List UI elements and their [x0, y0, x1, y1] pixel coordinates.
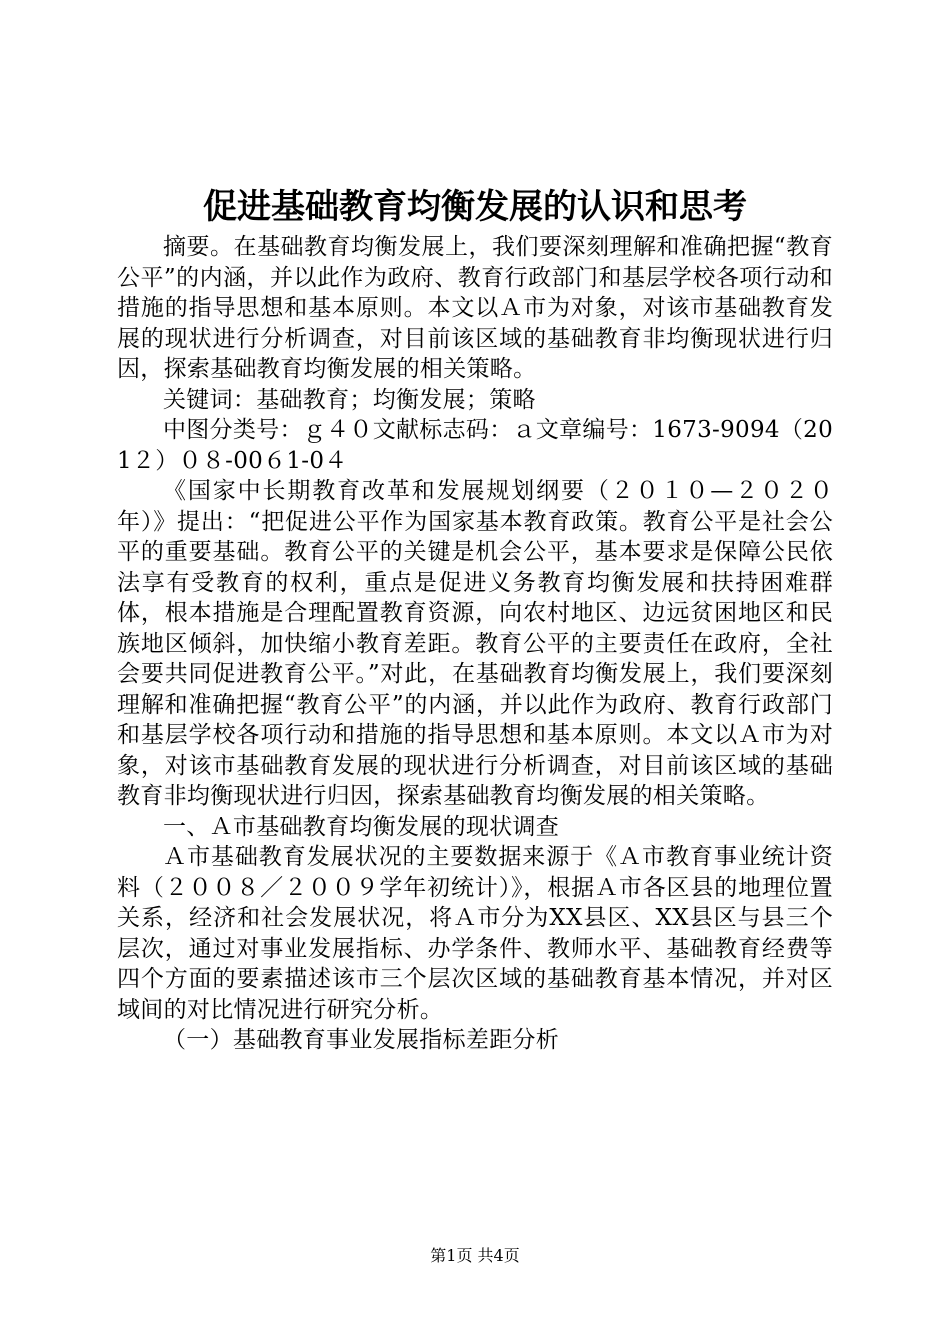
document-title: 促进基础教育均衡发展的认识和思考 [203, 187, 747, 227]
subsection-heading-1: （一）基础教育事业发展指标差距分析 [163, 1027, 560, 1053]
intro-paragraph: 《国家中长期教育改革和发展规划纲要（２０１０—２０２０年）》提出：“把促进公平作为国家基本教育政策。教育公平是社会公平的重要基础。教育公平的关键是机会公平，基本要求是保障公民依法享有受教育的权利，重点是促进义务教育均衡发展和扶持困难群体，根本措施是合理配置教育资源，向农村地区、边远贫困地区和民族地区倾斜，加快缩小教育差距。教育公平的主要责任在政府，全社会要共同促进教育公平。”对此，在基础教育均衡发展上，我们要深刻理解和准确把握“教育公平”的内涵，并以此作为政府、教育行政部门和基层学校各项行动和措施的指导思想和基本原则。本文以Ａ市为对象，对该市基础教育发展的现状进行分析调查，对目前该区域的基础教育非均衡现状进行归因，探索基础教育均衡发展的相关策略。 [117, 478, 833, 809]
classification-paragraph: 中图分类号：ｇ４０文献标志码：ａ文章编号：1673-9094（201２）０８-00６1-0４ [117, 417, 834, 474]
keywords-paragraph: 关键词：基础教育；均衡发展；策略 [163, 386, 536, 413]
section-1-paragraph: Ａ市基础教育发展状况的主要数据来源于《Ａ市教育事业统计资料（２００８／２００９学年初统计）》，根据Ａ市各区县的地理位置关系，经济和社会发展状况，将Ａ市分为XX县区、XX县区与县三个层次，通过对事业发展指标、办学条件、教师水平、基础教育经费等四个方面的要素描述该市三个层次区域的基础教育基本情况，并对区域间的对比情况进行研究分析。 [117, 844, 833, 1023]
document-body [117, 232, 833, 1056]
section-heading-1: 一、Ａ市基础教育均衡发展的现状调查 [163, 813, 560, 840]
page-number-footer: 第1页 共4页 [430, 1246, 520, 1265]
abstract-paragraph: 摘要。在基础教育均衡发展上，我们要深刻理解和准确把握“教育公平”的内涵，并以此作为政府、教育行政部门和基层学校各项行动和措施的指导思想和基本原则。本文以Ａ市为对象，对该市基础教育发展的现状进行分析调查，对目前该区域的基础教育非均衡现状进行归因，探索基础教育均衡发展的相关策略。 [117, 234, 833, 382]
